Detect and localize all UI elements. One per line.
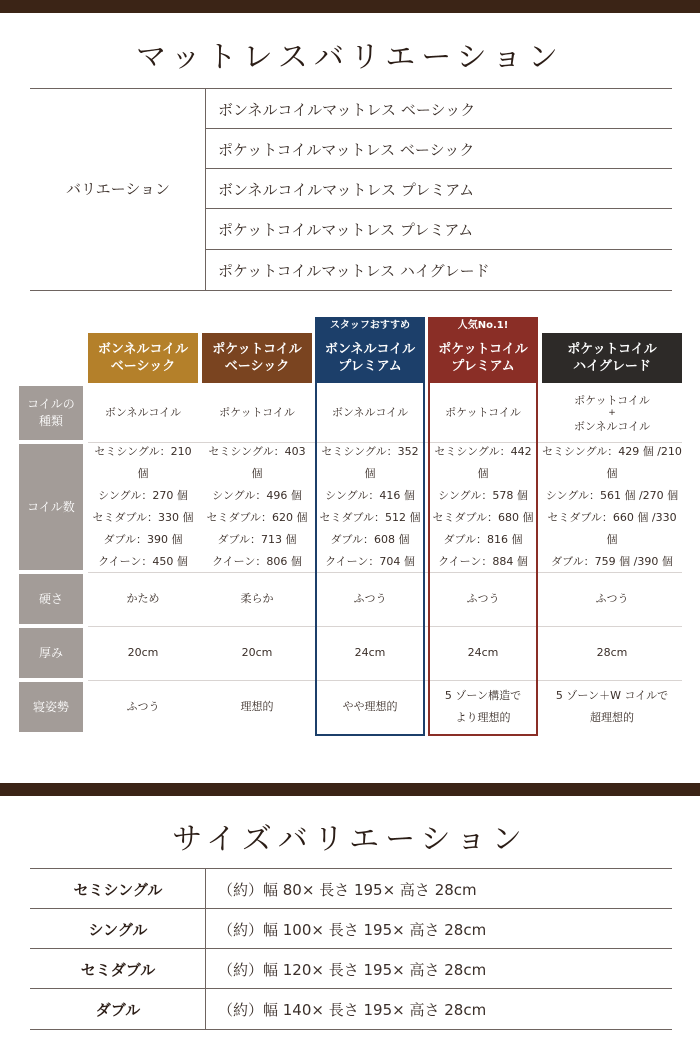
cell-text: 24cm [354,646,386,659]
coil-count-cell [542,444,682,570]
size-section-title: サイズバリエーション [172,822,528,857]
coil-count-cell [202,444,312,570]
cell-text: 28cm [596,646,628,659]
cell-text: ダブル：759 個 /390 個 [551,555,673,568]
staff-recommend-badge: スタッフおすすめ [316,317,424,335]
cell-text: セミシングル：403 個 [208,445,306,480]
column-header-line: プレミアム [451,359,515,374]
column-header-line: ベーシック [110,359,176,374]
size-name: セミシングル [73,881,163,899]
variation-item: ポケットコイルマットレス ベーシック [218,141,475,159]
section-divider-bar [0,783,700,796]
cell-text: ふつう [466,592,500,605]
row-divider [206,128,672,129]
cell-text: ポケットコイル [445,406,521,419]
cell-text: 5 ゾーン＋W コイルで [555,689,669,702]
cell-text: ダブル：713 個 [217,533,297,546]
size-row-divider [30,988,672,989]
popular-frame [428,317,538,736]
cell-text: セミダブル：512 個 [319,511,421,524]
size-value: （約）幅 100× 長さ 195× 高さ 28cm [218,921,487,939]
hardness-cell [88,574,198,624]
cell-text: 20cm [241,646,273,659]
posture-cell [542,682,682,732]
cell-text: シングル：578 個 [438,489,528,502]
coil-type-cell [88,386,198,440]
cell-text: セミシングル：442 個 [434,445,532,480]
variation-item: ボンネルコイルマットレス ベーシック [218,101,476,119]
row-header-line: コイルの [27,397,75,411]
size-row-divider [30,908,672,909]
row-header-thickness: 厚み [19,628,83,678]
cell-text: 20cm [127,646,159,659]
top-bar [0,0,700,13]
cell-text: + [608,407,616,418]
table-bottom-border [30,290,672,291]
hardness-cell [202,574,312,624]
cell-text: ダブル：390 個 [103,533,183,546]
cell-text: かため [126,592,160,605]
cell-text: ボンネルコイル [104,406,182,419]
cell-text: セミダブル：680 個 [432,511,534,524]
posture-cell [88,682,198,732]
thickness-cell [88,628,198,678]
cell-text: ふつう [126,700,160,713]
cell-text: ボンネルコイル [331,406,409,419]
size-name: セミダブル [80,961,156,979]
posture-cell [202,682,312,732]
coil-type-cell [542,386,682,440]
row-header-coil-type [19,386,83,440]
popular-badge: 人気No.1! [429,317,537,335]
variation-item: ボンネルコイルマットレス プレミアム [218,181,475,199]
variation-group-label: バリエーション [65,180,171,198]
cell-text: 理想的 [240,700,274,713]
coil-type-cell [202,386,312,440]
row-header-hardness: 硬さ [19,574,83,624]
column-header-line: ポケットコイル [212,342,302,357]
thickness-cell [542,628,682,678]
size-name: シングル [88,921,148,939]
thickness-cell [202,628,312,678]
size-row-divider [30,948,672,949]
cell-text: シングル：561 個 /270 個 [545,489,679,502]
row-header-line: 種類 [38,414,63,428]
cell-text: より理想的 [455,711,511,724]
column-header-pocket-basic [202,333,312,383]
cell-text: クイーン：884 個 [438,555,528,568]
cell-text: セミシングル：352 個 [321,445,419,480]
cell-text: シングル：270 個 [98,489,188,502]
size-value: （約）幅 140× 長さ 195× 高さ 28cm [218,1001,487,1019]
column-header-line: ポケットコイル [438,342,528,357]
column-header-bonnell-basic [88,333,198,383]
row-header-coil-count: コイル数 [19,444,83,570]
cell-text: セミダブル：620 個 [206,511,308,524]
cell-text: セミシングル：210 個 [94,445,192,480]
cell-text: ポケットコイル [574,393,650,407]
cell-text: セミダブル：330 個 [92,511,194,524]
cell-text: クイーン：450 個 [98,555,188,568]
cell-text: ダブル：816 個 [443,533,523,546]
cell-text: ポケットコイル [219,406,295,419]
cell-text: シングル：496 個 [212,489,302,502]
size-value: （約）幅 120× 長さ 195× 高さ 28cm [218,961,487,979]
row-divider [206,208,672,209]
cell-text: ダブル：608 個 [330,533,410,546]
column-header-line: ベーシック [224,359,290,374]
column-header-line: ポケットコイル [567,342,657,357]
cell-text: やや理想的 [342,700,398,713]
row-header-posture: 寝姿勢 [19,682,83,732]
cell-text: セミダブル：660 個 /330 個 [547,511,677,546]
cell-text: クイーン：704 個 [325,555,415,568]
cell-text: 柔らか [240,592,274,605]
cell-text: ふつう [353,592,387,605]
variation-item: ポケットコイルマットレス ハイグレード [218,262,490,280]
column-header-line: ボンネルコイル [97,342,189,357]
hardness-cell [542,574,682,624]
cell-text: ボンネルコイル [573,419,651,433]
mattress-section-title: マットレスバリエーション [135,40,565,75]
column-header-line: ボンネルコイル [324,342,416,357]
column-header-pocket-highgrade [542,333,682,383]
size-value: （約）幅 80× 長さ 195× 高さ 28cm [218,881,477,899]
column-header-line: プレミアム [338,359,402,374]
cell-text: セミシングル：429 個 /210 個 [542,445,682,480]
cell-text: シングル：416 個 [325,489,415,502]
cell-text: クイーン：806 個 [212,555,302,568]
size-name: ダブル [95,1001,141,1019]
cell-text: ふつう [595,592,629,605]
staff-recommend-frame [315,317,425,736]
cell-text: 5 ゾーン構造で [444,689,522,702]
cell-text: 超理想的 [590,711,634,724]
table-top-border [30,88,672,89]
column-header-line: ハイグレード [573,359,651,374]
size-table-bottom-border [30,1029,672,1030]
coil-count-cell [88,444,198,570]
row-divider [206,168,672,169]
cell-text: 24cm [467,646,499,659]
row-divider [206,249,672,250]
size-table-top-border [30,868,672,869]
variation-item: ポケットコイルマットレス プレミアム [218,221,474,239]
